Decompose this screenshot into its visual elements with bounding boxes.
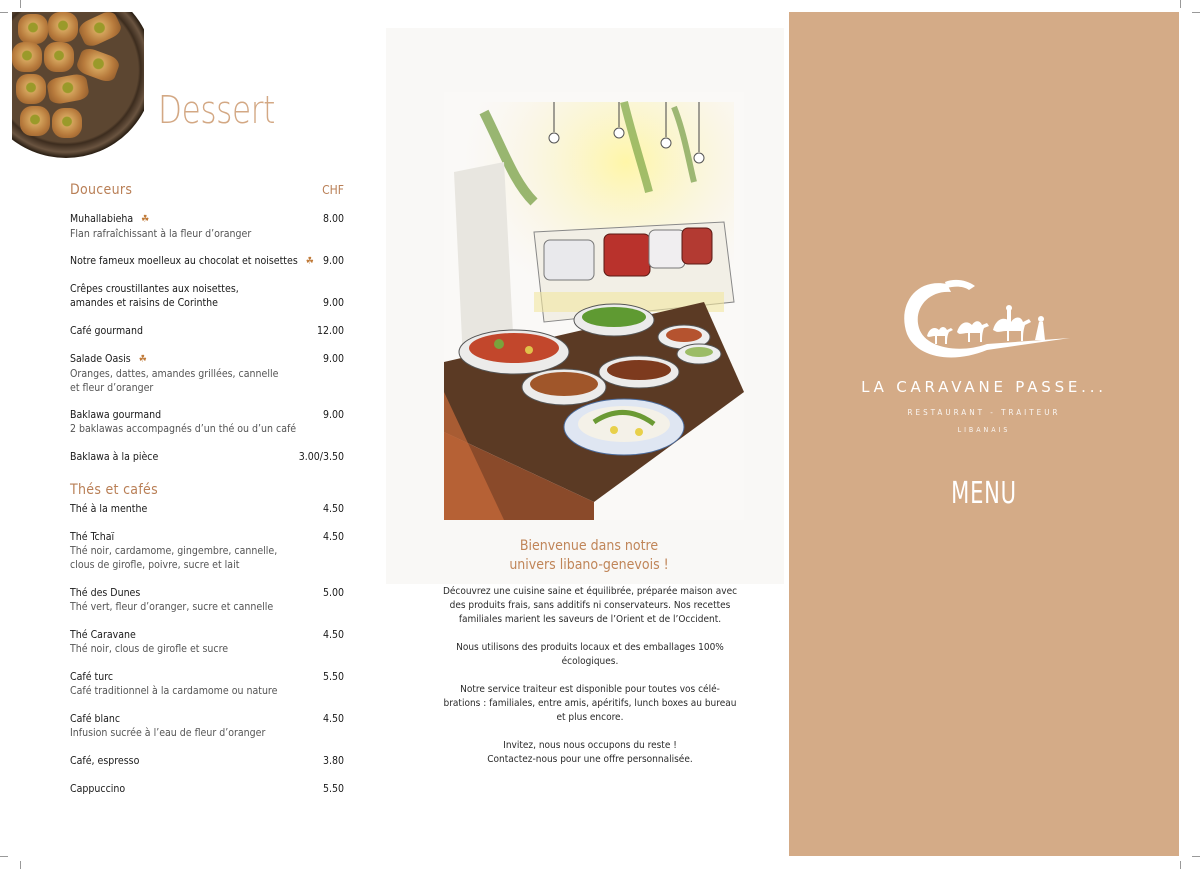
menu-item-name-row xyxy=(70,212,344,227)
brand-subtagline: LIBANAIS xyxy=(957,426,1011,434)
section-title: Douceurs xyxy=(70,182,133,198)
crop-mark xyxy=(1180,861,1181,869)
menu-item-name-row xyxy=(70,502,344,516)
menu-item-name-row xyxy=(70,324,344,338)
menu-item-price: 9.00 xyxy=(322,409,344,421)
douceurs-section xyxy=(70,182,344,472)
thes-section xyxy=(70,482,344,812)
menu-item xyxy=(70,502,344,516)
menu-item-name-wrap xyxy=(70,502,147,516)
menu-item-name-row xyxy=(70,408,344,422)
menu-item-name: Muhallabieha xyxy=(70,213,134,225)
menu-item-description: Thé noir, clous de girofle et sucre xyxy=(70,643,229,655)
menu-item-name-wrap xyxy=(70,586,140,600)
menu-item-price: 9.00 xyxy=(322,353,344,365)
menu-item-name-wrap xyxy=(70,670,113,684)
welcome-heading xyxy=(390,537,788,575)
vegetarian-leaf-icon: ☘ xyxy=(305,256,314,267)
menu-item-name: Notre fameux moelleux au chocolat et noisettes xyxy=(70,255,298,267)
menu-item-description: Thé vert, fleur d’oranger, sucre et cannelle xyxy=(70,601,274,613)
baklawa-plate-photo xyxy=(12,12,144,158)
menu-item-price: 4.50 xyxy=(322,629,344,641)
contact-line: Invitez, nous nous occupons du reste ! xyxy=(503,740,677,751)
menu-item-name-row xyxy=(70,254,344,269)
menu-item-name-row xyxy=(70,282,344,310)
menu-item-description: 2 baklawas accompagnés d’un thé ou d’un café xyxy=(70,423,297,435)
intro-paragraph: Découvrez une cuisine saine et équilibrée, préparée maison avec des produits frais, sans additifs ni conservateurs. Nos recettes familiales marient les saveurs de l’Orient et de l’Occident. xyxy=(442,586,738,625)
menu-item-name-row xyxy=(70,628,344,642)
menu-item-name-row xyxy=(70,754,344,768)
menu-item xyxy=(70,408,344,436)
crop-mark xyxy=(1192,12,1200,13)
menu-item xyxy=(70,352,344,395)
menu-item-name-wrap xyxy=(70,754,139,768)
menu-item-name-wrap xyxy=(70,782,125,796)
menu-item xyxy=(70,670,344,698)
menu-item xyxy=(70,754,344,768)
menu-item-name: Café blanc xyxy=(70,713,121,725)
menu-item-price: 12.00 xyxy=(316,325,344,337)
section-header xyxy=(70,482,344,498)
menu-item xyxy=(70,254,344,269)
menu-item-price: 9.00 xyxy=(322,255,344,267)
welcome-line: Bienvenue dans notre xyxy=(519,538,659,554)
menu-item-price: 4.50 xyxy=(322,531,344,543)
menu-item xyxy=(70,282,344,310)
section-title: Thés et cafés xyxy=(70,482,158,498)
restaurant-buffet-illustration xyxy=(444,92,744,520)
menu-item-name: Crêpes croustillantes aux noisettes, amandes et raisins de Corinthe xyxy=(70,283,239,309)
catering-paragraph: Notre service traiteur est disponible pour toutes vos célé-brations : familiales, entre amis, apéritifs, lunch boxes au bureau et plus encore. xyxy=(443,684,737,723)
menu-item-name-row xyxy=(70,670,344,684)
menu-item-name: Thé Tchaï xyxy=(70,531,115,543)
menu-item-name-wrap xyxy=(70,324,143,338)
vegetarian-leaf-icon: ☘ xyxy=(141,214,150,225)
menu-item-name: Salade Oasis xyxy=(70,353,131,365)
menu-item-name: Thé des Dunes xyxy=(70,587,141,599)
dessert-panel xyxy=(0,0,390,869)
currency-label: CHF xyxy=(322,183,344,197)
menu-item-name: Café gourmand xyxy=(70,325,143,337)
menu-item-price: 8.00 xyxy=(322,213,344,225)
menu-item-description: Flan rafraîchissant à la fleur d’oranger xyxy=(70,228,252,240)
menu-item-price: 9.00 xyxy=(322,297,344,309)
cover-panel xyxy=(789,12,1179,856)
brand-tagline: RESTAURANT - TRAITEUR xyxy=(907,408,1061,417)
menu-item-name: Baklawa gourmand xyxy=(70,409,162,421)
menu-item-name: Café, espresso xyxy=(70,755,140,767)
crop-mark xyxy=(1192,856,1200,857)
contact-line: Contactez-nous pour une offre personnalisée. xyxy=(487,754,693,765)
menu-item-name-wrap xyxy=(70,212,149,227)
eco-paragraph: Nous utilisons des produits locaux et des emballages 100% écologiques. xyxy=(456,642,724,667)
menu-item-name-wrap xyxy=(70,254,314,269)
menu-item-name-wrap xyxy=(70,530,114,544)
vegetarian-leaf-icon: ☘ xyxy=(138,354,147,365)
menu-item-name-wrap xyxy=(70,450,158,464)
menu-item-name-wrap xyxy=(70,628,136,642)
menu-item-name-row xyxy=(70,530,344,544)
menu-item-description: Thé noir, cardamome, gingembre, cannelle, clous de girofle, poivre, sucre et lait xyxy=(70,545,278,571)
menu-item xyxy=(70,782,344,796)
menu-label: MENU xyxy=(951,476,1017,511)
menu-item xyxy=(70,530,344,572)
menu-item-price: 5.50 xyxy=(322,783,344,795)
menu-item-price: 5.50 xyxy=(322,671,344,683)
menu-item-name-wrap xyxy=(70,712,120,726)
menu-item xyxy=(70,586,344,614)
menu-item xyxy=(70,324,344,338)
menu-item-name-wrap xyxy=(70,352,147,367)
menu-item-name-row xyxy=(70,782,344,796)
welcome-line: univers libano-genevois ! xyxy=(509,557,669,573)
menu-item-name-row xyxy=(70,586,344,600)
menu-item-name: Thé à la menthe xyxy=(70,503,148,515)
menu-item xyxy=(70,212,344,241)
section-header xyxy=(70,182,344,198)
menu-item xyxy=(70,628,344,656)
menu-item-price: 4.50 xyxy=(322,713,344,725)
menu-item-price: 3.80 xyxy=(322,755,344,767)
menu-item-name: Café turc xyxy=(70,671,114,683)
menu-item-description: Oranges, dattes, amandes grillées, cannelle et fleur d’oranger xyxy=(70,368,279,394)
welcome-panel xyxy=(390,0,788,869)
menu-item-name: Cappuccino xyxy=(70,783,126,795)
menu-item-name: Thé Caravane xyxy=(70,629,136,641)
menu-item xyxy=(70,712,344,740)
menu-item-name-row xyxy=(70,450,344,464)
crop-mark xyxy=(1180,0,1181,8)
page-title: Dessert xyxy=(158,88,275,132)
menu-item-name-row xyxy=(70,352,344,367)
brand-name: LA CARAVANE PASSE... xyxy=(861,378,1107,396)
menu-item-name-row xyxy=(70,712,344,726)
contact-paragraph xyxy=(442,739,738,767)
menu-item-price: 5.00 xyxy=(322,587,344,599)
menu-item-name-wrap xyxy=(70,408,161,422)
menu-item-name: Baklawa à la pièce xyxy=(70,451,159,463)
welcome-body xyxy=(442,585,738,767)
caravan-logo xyxy=(895,270,1075,370)
menu-item-name-wrap xyxy=(70,282,239,310)
menu-item-description: Infusion sucrée à l’eau de fleur d’oranger xyxy=(70,727,266,739)
menu-item-description: Café traditionnel à la cardamome ou nature xyxy=(70,685,278,697)
menu-item-price: 4.50 xyxy=(322,503,344,515)
menu-item xyxy=(70,450,344,464)
menu-item-price: 3.00/3.50 xyxy=(298,451,344,463)
